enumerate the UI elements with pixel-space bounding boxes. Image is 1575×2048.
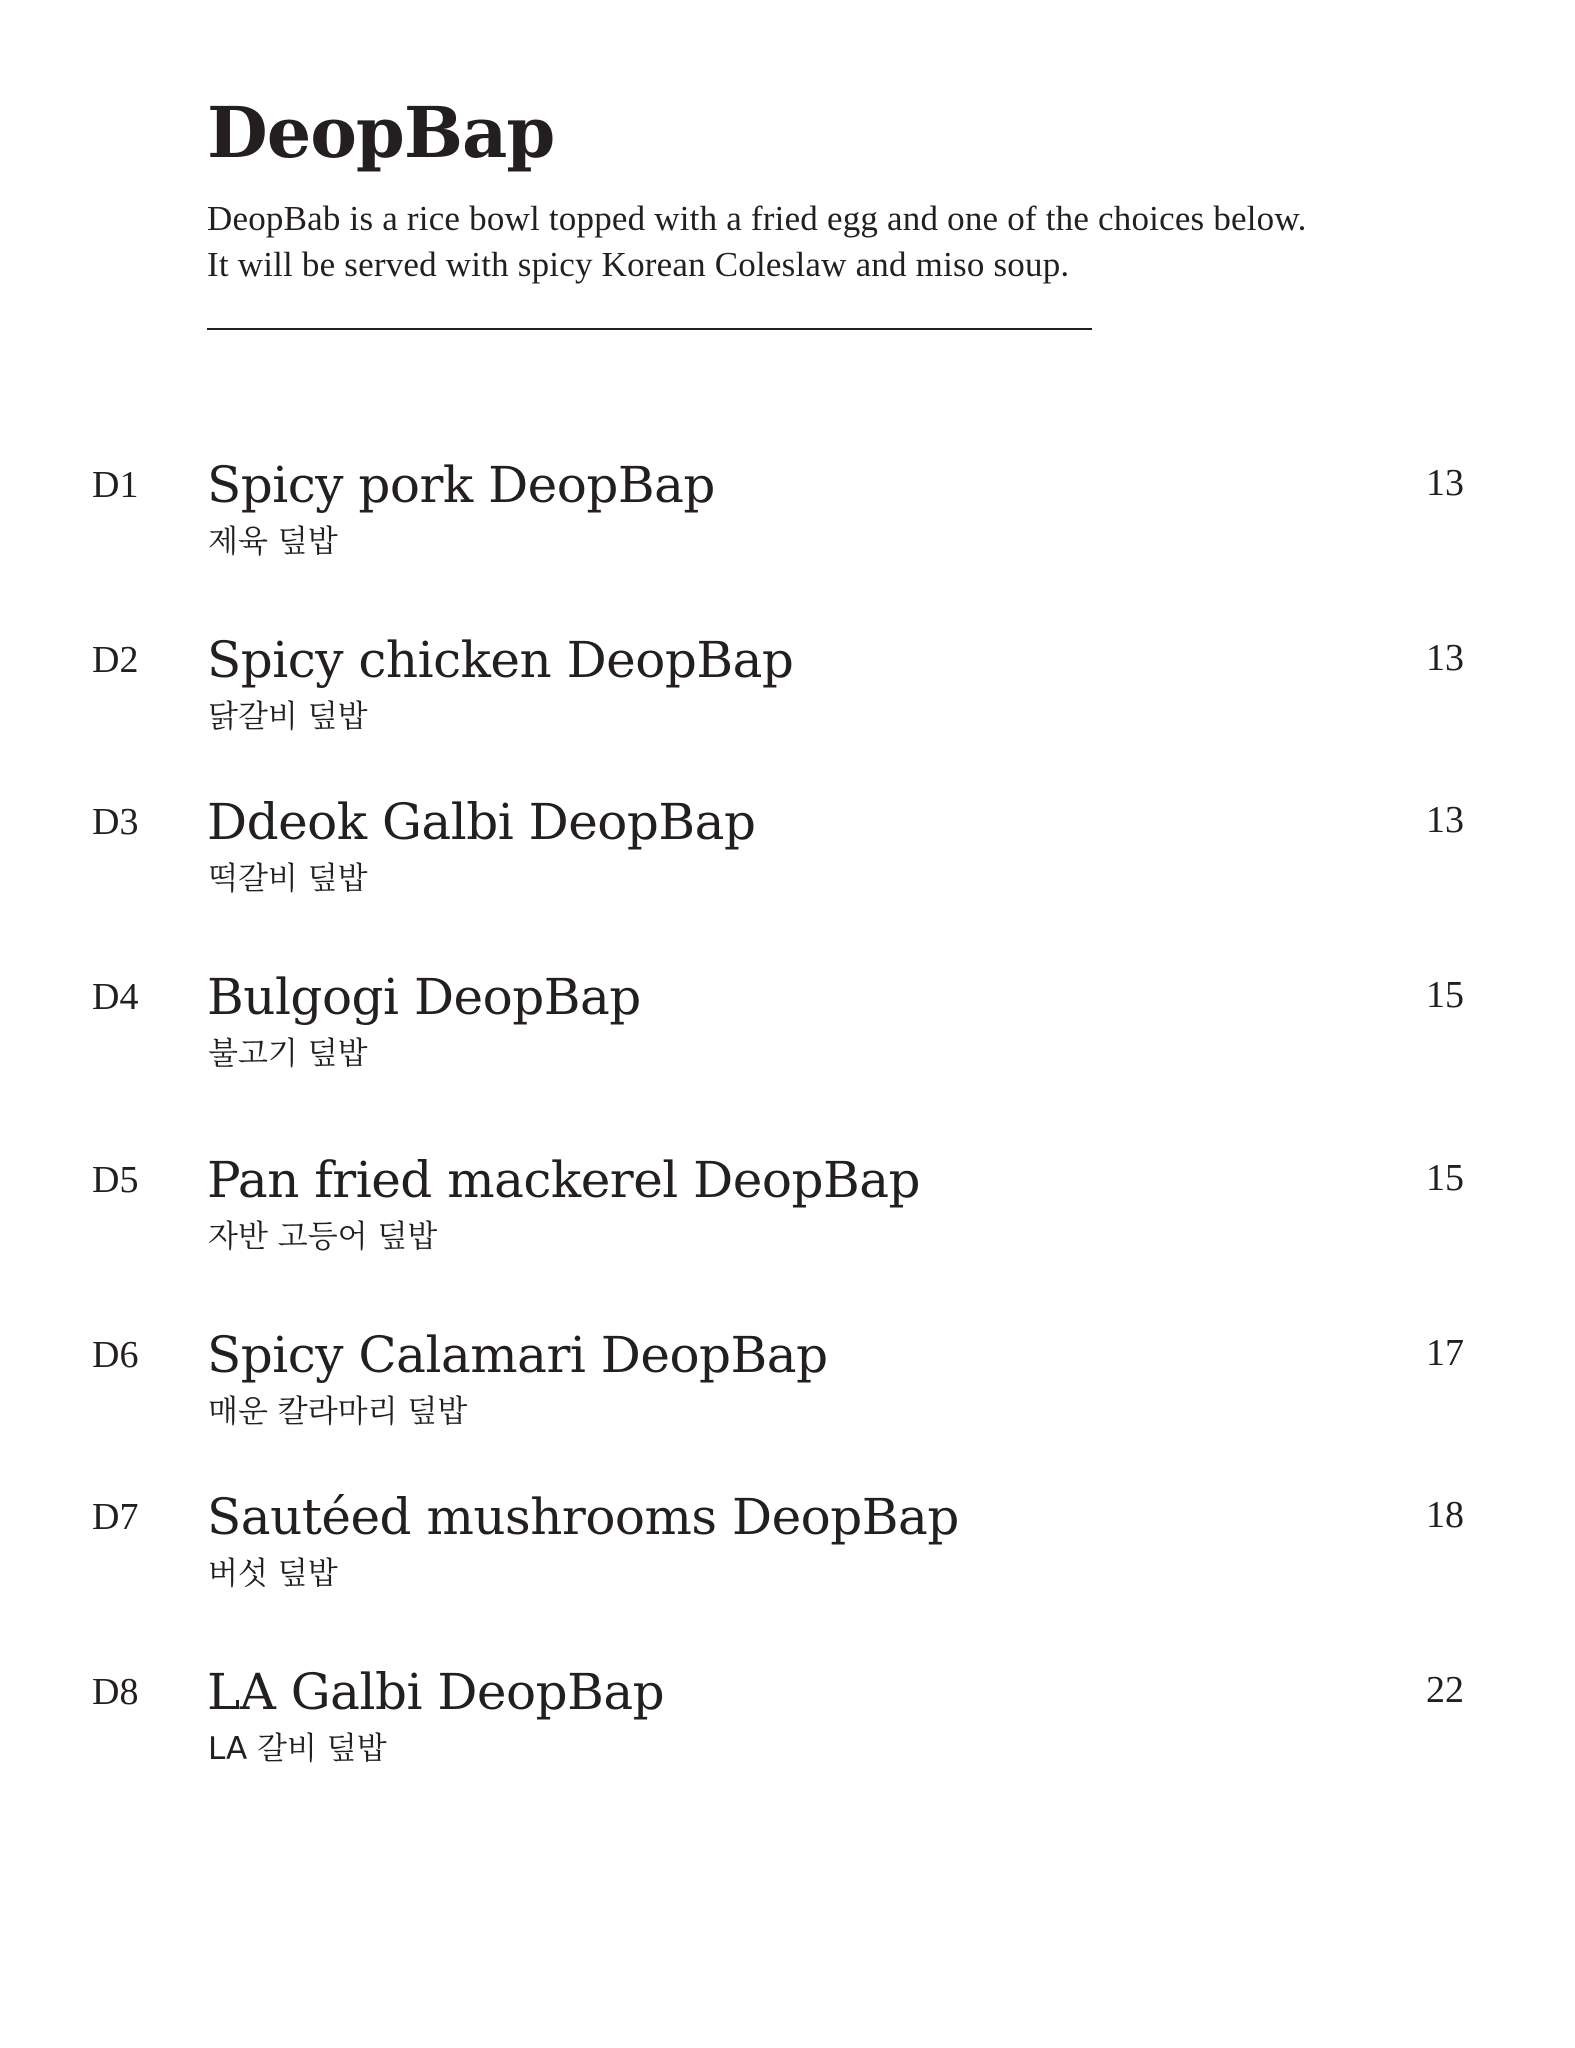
- item-name: Bulgogi DeopBap: [207, 968, 641, 1026]
- menu-item: [0, 630, 1575, 760]
- item-korean-name: 자반 고등어 덮밥: [208, 1219, 438, 1255]
- item-price: 22: [1426, 1669, 1464, 1711]
- item-code: D2: [92, 639, 139, 681]
- item-code: D3: [92, 801, 139, 843]
- description-line-2: It will be served with spicy Korean Coleslaw and miso soup.: [207, 245, 1070, 284]
- menu-item: [0, 1662, 1575, 1792]
- section-header: [207, 88, 1507, 288]
- menu-item: [0, 1487, 1575, 1617]
- menu-item: [0, 455, 1575, 585]
- item-price: 15: [1426, 974, 1464, 1016]
- item-code: D1: [92, 464, 139, 506]
- item-price: 13: [1426, 462, 1464, 504]
- menu-item: [0, 1150, 1575, 1280]
- section-title: DeopBap: [207, 91, 555, 174]
- item-name: Ddeok Galbi DeopBap: [207, 793, 756, 851]
- item-price: 17: [1426, 1332, 1464, 1374]
- item-code: D8: [92, 1671, 139, 1713]
- item-korean-name: LA 갈비 덮밥: [208, 1731, 387, 1767]
- item-price: 18: [1426, 1494, 1464, 1536]
- item-code: D5: [92, 1159, 139, 1201]
- item-name: LA Galbi DeopBap: [207, 1663, 665, 1721]
- item-korean-name: 떡갈비 덮밥: [208, 861, 368, 897]
- item-price: 13: [1426, 637, 1464, 679]
- item-name: Pan fried mackerel DeopBap: [207, 1151, 921, 1209]
- item-korean-name: 제육 덮밥: [208, 524, 338, 560]
- item-korean-name: 매운 칼라마리 덮밥: [208, 1394, 468, 1430]
- item-price: 13: [1426, 799, 1464, 841]
- item-code: D6: [92, 1334, 139, 1376]
- item-korean-name: 닭갈비 덮밥: [208, 699, 368, 735]
- menu-item: [0, 967, 1575, 1097]
- header-divider: [207, 328, 1092, 330]
- item-price: 15: [1426, 1157, 1464, 1199]
- item-korean-name: 불고기 덮밥: [208, 1036, 368, 1072]
- item-name: Spicy chicken DeopBap: [207, 631, 794, 689]
- item-code: D7: [92, 1496, 139, 1538]
- item-code: D4: [92, 976, 139, 1018]
- menu-item: [0, 1325, 1575, 1455]
- item-name: Spicy pork DeopBap: [207, 456, 715, 514]
- section-description: [207, 196, 1507, 288]
- item-name: Spicy Calamari DeopBap: [207, 1326, 828, 1384]
- item-korean-name: 버섯 덮밥: [208, 1556, 338, 1592]
- description-line-1: DeopBab is a rice bowl topped with a fried egg and one of the choices below.: [207, 199, 1307, 238]
- item-name: Sautéed mushrooms DeopBap: [207, 1488, 959, 1546]
- menu-item: [0, 792, 1575, 922]
